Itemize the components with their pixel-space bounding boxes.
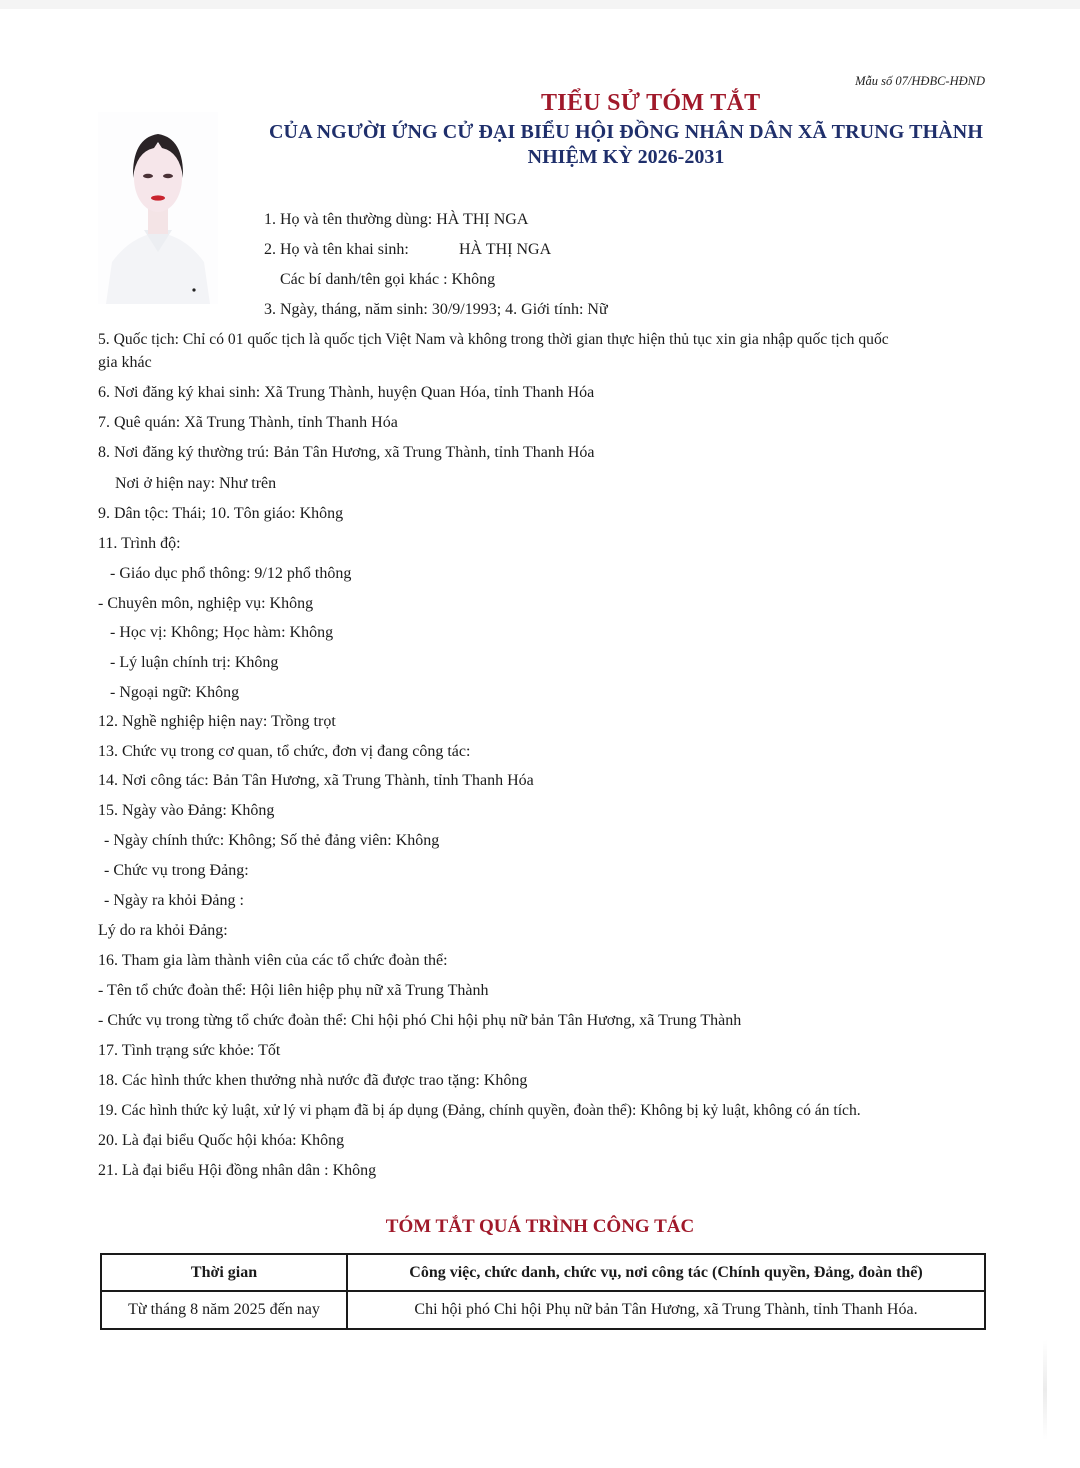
portrait-image xyxy=(98,112,218,304)
field-position: 13. Chức vụ trong cơ quan, tổ chức, đơn vị đang công tác: xyxy=(98,743,471,760)
field-nationality-cont: gia khác xyxy=(98,354,152,371)
field-aliases: Các bí danh/tên gọi khác : Không xyxy=(280,271,496,288)
field-nationality: 5. Quốc tịch: Chỉ có 01 quốc tịch là quốc tịch Việt Nam và không trong thời gian thực hiện thủ tục xin gia nhập quốc tịch quốc xyxy=(98,331,889,348)
table-row xyxy=(101,1291,985,1329)
document-subtitle: CỦA NGƯỜI ỨNG CỬ ĐẠI BIỂU HỘI ĐỒNG NHÂN DÂN XÃ TRUNG THÀNH xyxy=(269,121,983,143)
cell-time: Từ tháng 8 năm 2025 đến nay xyxy=(101,1291,347,1329)
field-organizations: 16. Tham gia làm thành viên của các tổ chức đoàn thể: xyxy=(98,952,448,969)
field-common-name: 1. Họ và tên thường dùng: HÀ THỊ NGA xyxy=(264,211,529,228)
field-political-theory: - Lý luận chính trị: Không xyxy=(110,654,279,671)
field-degree: - Học vị: Không; Học hàm: Không xyxy=(110,624,334,641)
field-organization-role: - Chức vụ trong từng tổ chức đoàn thể: Chi hội phó Chi hội phụ nữ bản Tân Hương, xã Trung Thành xyxy=(98,1012,742,1029)
field-national-assembly: 20. Là đại biểu Quốc hội khóa: Không xyxy=(98,1132,345,1149)
form-code: Mẫu số 07/HĐBC-HĐND xyxy=(855,74,985,88)
scan-top-edge xyxy=(0,0,1080,9)
table-header-row xyxy=(101,1254,985,1291)
field-permanent-residence: 8. Nơi đăng ký thường trú: Bản Tân Hương, xã Trung Thành, tỉnh Thanh Hóa xyxy=(98,444,595,461)
field-party-left-date: - Ngày ra khỏi Đảng : xyxy=(104,892,244,909)
scan-artifact xyxy=(1043,1340,1047,1440)
document-title: TIỂU SỬ TÓM TẮT xyxy=(541,90,761,116)
document-term: NHIỆM KỲ 2026-2031 xyxy=(527,146,725,168)
field-party-position: - Chức vụ trong Đảng: xyxy=(104,862,249,879)
column-header-time: Thời gian xyxy=(101,1254,347,1291)
field-party-left-reason: Lý do ra khỏi Đảng: xyxy=(98,922,228,939)
field-current-residence: Nơi ở hiện nay: Như trên xyxy=(115,475,277,492)
field-party-official: - Ngày chính thức: Không; Số thẻ đảng viên: Không xyxy=(104,832,440,849)
field-foreign-language: - Ngoại ngữ: Không xyxy=(110,684,240,701)
field-discipline: 19. Các hình thức kỷ luật, xử lý vi phạm đã bị áp dụng (Đảng, chính quyền, đoàn thể): Không bị kỷ luật, không có án tích. xyxy=(98,1102,861,1119)
field-general-education: - Giáo dục phổ thông: 9/12 phổ thông xyxy=(110,565,352,582)
field-awards: 18. Các hình thức khen thưởng nhà nước đã được trao tặng: Không xyxy=(98,1072,528,1089)
candidate-photo xyxy=(98,112,218,304)
column-header-position: Công việc, chức danh, chức vụ, nơi công tác (Chính quyền, Đảng, đoàn thể) xyxy=(347,1254,985,1291)
field-birth-registration: 6. Nơi đăng ký khai sinh: Xã Trung Thành, huyện Quan Hóa, tỉnh Thanh Hóa xyxy=(98,384,595,401)
field-professional: - Chuyên môn, nghiệp vụ: Không xyxy=(98,595,314,612)
field-birth-name-label: 2. Họ và tên khai sinh: xyxy=(264,241,409,258)
field-health: 17. Tình trạng sức khỏe: Tốt xyxy=(98,1042,281,1059)
field-birth-name-value: HÀ THỊ NGA xyxy=(459,241,552,258)
field-hometown: 7. Quê quán: Xã Trung Thành, tỉnh Thanh Hóa xyxy=(98,414,398,431)
work-history-table xyxy=(100,1253,986,1330)
field-education-heading: 11. Trình độ: xyxy=(98,535,181,552)
field-party-join-date: 15. Ngày vào Đảng: Không xyxy=(98,802,275,819)
field-occupation: 12. Nghề nghiệp hiện nay: Trồng trọt xyxy=(98,713,336,730)
cell-position: Chi hội phó Chi hội Phụ nữ bản Tân Hương, xã Trung Thành, tỉnh Thanh Hóa. xyxy=(347,1291,985,1329)
field-ethnicity-religion: 9. Dân tộc: Thái; 10. Tôn giáo: Không xyxy=(98,505,344,522)
field-organization-name: - Tên tổ chức đoàn thể: Hội liên hiệp phụ nữ xã Trung Thành xyxy=(98,982,489,999)
field-workplace: 14. Nơi công tác: Bản Tân Hương, xã Trung Thành, tỉnh Thanh Hóa xyxy=(98,772,534,789)
field-dob-gender: 3. Ngày, tháng, năm sinh: 30/9/1993; 4. Giới tính: Nữ xyxy=(264,301,608,318)
field-peoples-council: 21. Là đại biểu Hội đồng nhân dân : Không xyxy=(98,1162,377,1179)
work-history-title: TÓM TẮT QUÁ TRÌNH CÔNG TÁC xyxy=(385,1216,695,1237)
